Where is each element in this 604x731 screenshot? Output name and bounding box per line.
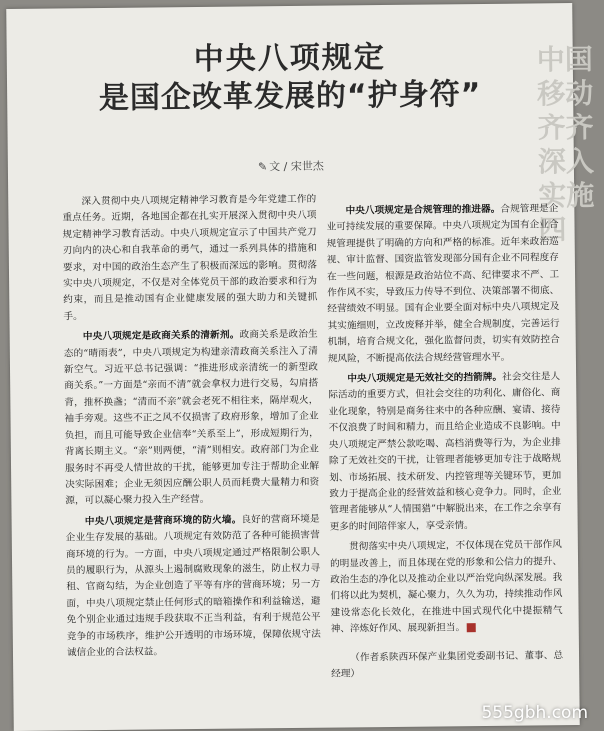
byline xyxy=(8,155,574,177)
intro-paragraph: 深入贯彻中央八项规定精神学习教育是今年党建工作的重点任务。近期，各地国企都在扎实开展深入贯彻中央八项规定精神学习教育活动。中央八项规定宣示了中国共产党刀刃向内的决心和自我革命的勇气，通过一系列具体的措施和要求，对中国的政治生态产生了积极而深远的影响。贯彻落实中央八项规定，不仅是对全体党员干部的政治要求和行为约束，而且是推动国有企业健康发展的强大助力和关键抓手。 xyxy=(62,193,318,323)
section-body: 良好的营商环境是企业生存发展的基础。八项规定有效防范了各种可能损害营商环境的行为。一方面，中央八项规定通过严格限制公职人员的履职行为，从源头上遏制腐败现象的滋生，防止权力寻租、官商勾结，为企业创造了平等有序的营商环境；另一方面，中央八项规定禁止任何形式的暗箱操作和利益输送，避免个别企业通过违规手段获取不正当利益，有利于规范公平竞争的市场秩序，维护公开透明的市场环境，保障依规守法诚信企业的合法权益。 xyxy=(65,513,321,659)
closing-text: 贯彻落实中央八项规定，不仅体现在党员干部作风的明显改善上，而且体现在党的形象和公信力的提升、政治生态的净化以及推动企业以严治党向纵深发展。我们将以此为契机，凝心聚力，久久为功，持续推动作风建设常态化长效化，在推进中国式现代化中提振精气神、淬炼好作风、展现新担当。 xyxy=(330,539,563,635)
facing-page-ghost-text: 中国移动齐齐 深入实施四 xyxy=(536,42,595,247)
title-line-2: 是国企改革发展的“护身符” xyxy=(98,77,482,117)
end-mark-icon xyxy=(467,623,476,632)
left-column xyxy=(62,192,321,662)
section-heading: 中央八项规定是营商环境的防火墙。 xyxy=(84,514,242,527)
pen-icon: ✎ xyxy=(257,160,268,174)
section-paragraph xyxy=(64,327,320,510)
watermark: 555gbh.com xyxy=(481,703,588,723)
section-paragraph xyxy=(326,201,560,367)
section-heading: 中央八项规定是政商关系的清新剂。 xyxy=(82,329,240,343)
magazine-page xyxy=(6,3,595,731)
right-column xyxy=(326,201,563,683)
section-heading: 中央八项规定是无效社交的挡箭牌。 xyxy=(347,371,503,385)
section-paragraph xyxy=(328,369,562,535)
section-paragraph xyxy=(66,511,322,661)
closing-paragraph xyxy=(330,537,563,638)
section-body: 政商关系是政治生态的“晴雨表”，中央八项规定为构建亲清政商关系注入了清新空气。习近平总书记强调：“推进形成亲清统一的新型政商关系。”一方面是“亲而不清”就会拿权力进行交易，勾肩搭背，推杯换盏；“清而不亲”就会老死不相往来，隔岸观火，袖手旁观。这些不正之风不仅损害了政府形象，增加了企业负担，而且可能导致企业信奉“关系至上”，形成短期行为，背离长期主义。“亲”则两便，“清”则相安。政府部门为企业服务时不再受人情世故的干扰，能够更加专注于帮助企业解决实际困难；企业无须因应酬公职人员而耗费大量精力和资源，可以凝心聚力投入生产经营。 xyxy=(63,328,320,507)
author-text: 文 / 宋世杰 xyxy=(269,159,324,174)
section-body: 社会交往是人际活动的重要方式，但社会交往的功利化、庸俗化、商业化现象，特别是商务往来中的各种应酬、宴请、接待不仅浪费了时间和精力，而且给企业造成不良影响。中央八项规定严禁公款吃喝、高档消费等行为，为企业排除了无效社交的干扰，让管理者能够更加专注于战略规划、市场拓展、技术研发、内控管理等关键环节，更加致力于提高企业的经营效益和核心竞争力。同时，企业管理者能够从“人情围猎”中解脱出来，在工作之余享有更多的时间陪伴家人，享受亲情。 xyxy=(328,371,562,533)
section-heading: 中央八项规定是合规管理的推进器。 xyxy=(345,203,501,217)
author-note: （作者系陕西环保产业集团党委副书记、董事、总经理） xyxy=(331,649,564,680)
article-title xyxy=(7,37,574,119)
title-line-1: 中央八项规定 xyxy=(193,40,386,78)
section-body: 合规管理是企业可持续发展的重要保障。中央八项规定为国有企业合规管理提供了明确的方向和严格的标准。近年来政治巡视、审计监督、国资监管发现部分国有企业不同程度存在一些问题，根源是政治站位不高、纪律要求不严、工作作风不实，导致压力传导不到位、决策部署不彻底、经营绩效不明显。国有企业要全面对标中央八项规定及其实施细则，立改废释并举，健全合规制度，完善运行机制，培育合规文化，强化监督问责，切实有效防控合规风险，不断提高依法合规经营管理水平。 xyxy=(326,203,560,365)
